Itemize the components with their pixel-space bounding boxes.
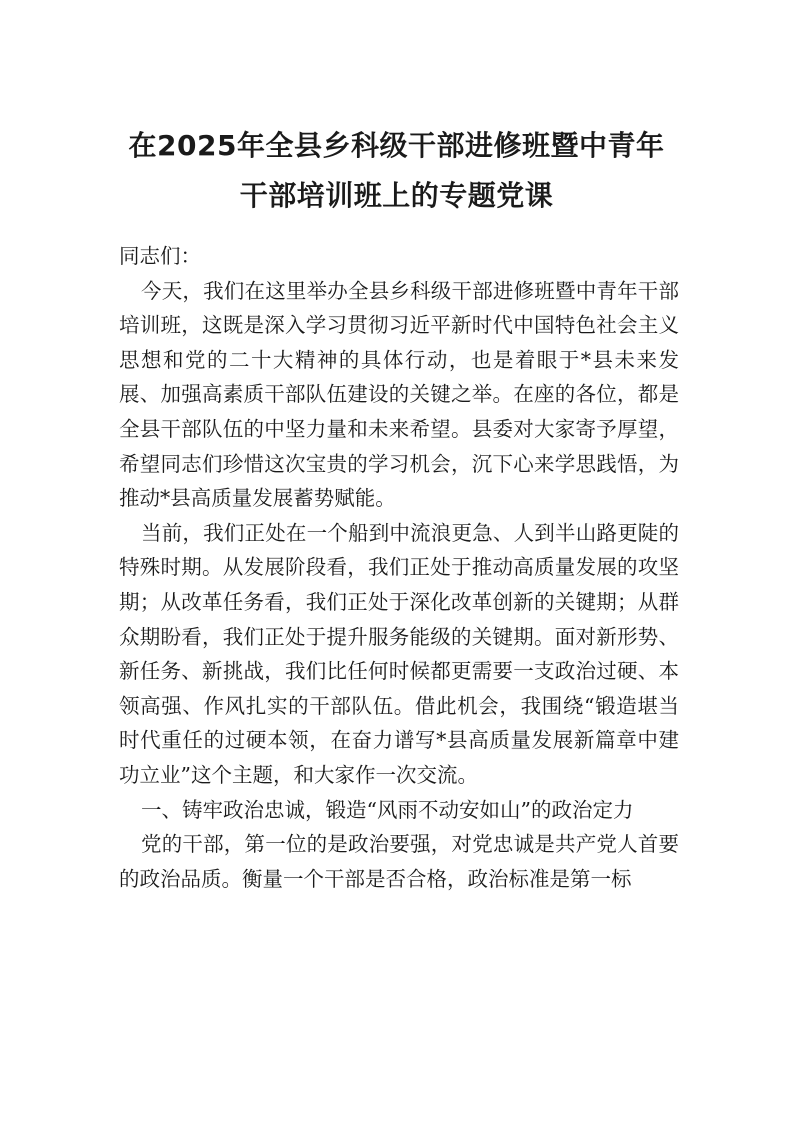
document-body — [119, 239, 679, 896]
salutation: 同志们： — [119, 244, 201, 268]
paragraph-context: 当前，我们正处在一个船到中流浪更急、人到半山路更陡的特殊时期。从发展阶段看，我们正处于推动高质量发展的攻坚期；从改革任务看，我们正处于深化改革创新的关键期；从群众期盼看，我们正处于提升服务能级的关键期。面对新形势、新任务、新挑战，我们比任何时候都更需要一支政治过硬、本领高强、作风扎实的干部队伍。借此机会，我围绕“锻造堪当时代重任的过硬本领，在奋力谱写*县高质量发展新篇章中建功立业”这个主题，和大家作一次交流。 — [119, 520, 679, 787]
section-heading: 一、铸牢政治忠诚，锻造“风雨不动安如山”的政治定力 — [141, 797, 634, 822]
document-title-line-1: 在2025年全县乡科级干部进修班暨中青年 — [128, 129, 665, 162]
paragraph-opening: 今天，我们在这里举办全县乡科级干部进修班暨中青年干部培训班，这既是深入学习贯彻习近平新时代中国特色社会主义思想和党的二十大精神的具体行动，也是着眼于*县未来发展、加强高素质干部队伍建设的关键之举。在座的各位，都是全县干部队伍的中坚力量和未来希望。县委对大家寄予厚望，希望同志们珍惜这次宝贵的学习机会，沉下心来学思践悟，为推动*县高质量发展蓄势赋能。 — [119, 278, 679, 511]
paragraph-section-one: 党的干部，第一位的是政治要强，对党忠诚是共产党人首要的政治品质。衡量一个干部是否合格，政治标准是第一标 — [119, 832, 679, 891]
document-title-line-2: 干部培训班上的专题党课 — [239, 179, 554, 212]
